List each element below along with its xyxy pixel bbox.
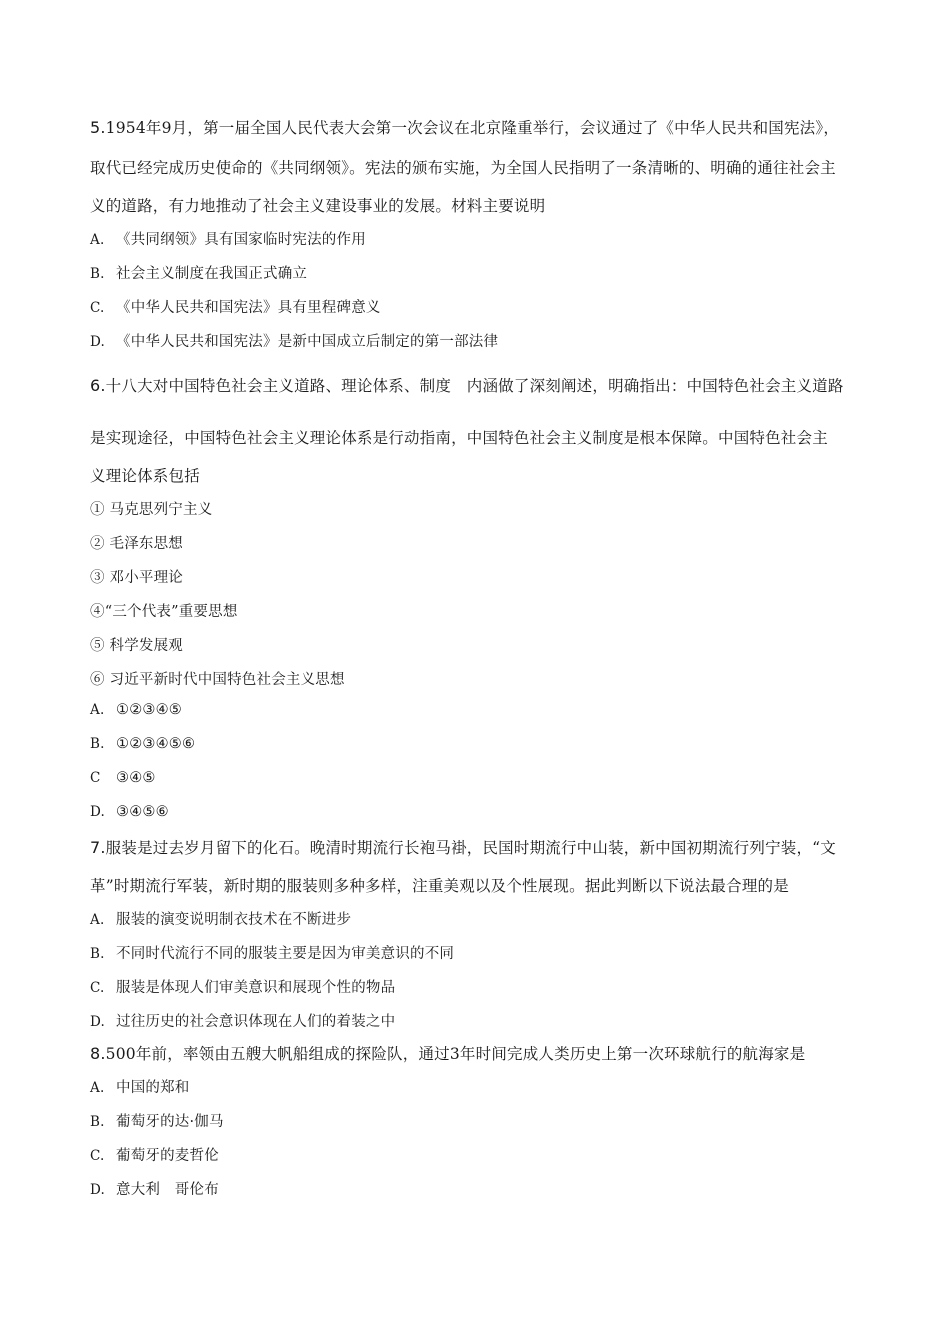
q7-option-c: C. 服装是体现人们审美意识和展现个性的物品 bbox=[90, 980, 396, 996]
q6-item-2: ② 毛泽东思想 bbox=[90, 536, 184, 552]
q5-option-d: D. 《中华人民共和国宪法》是新中国成立后制定的第一部法律 bbox=[90, 334, 499, 350]
q5-number: 5. bbox=[90, 118, 106, 137]
q6-option-d: D. ③④⑤⑥ bbox=[90, 804, 169, 820]
q6-option-b: B. ①②③④⑤⑥ bbox=[90, 736, 196, 752]
q5-stem-line-3: 义的道路，有力地推动了社会主义建设事业的发展。材料主要说明 bbox=[90, 197, 546, 215]
q6-item-3: ③ 邓小平理论 bbox=[90, 570, 184, 586]
q6-stem-line-1: 6.十八大对中国特色社会主义道路、理论体系、制度 内涵做了深刻阐述，明确指出：中国特色社会主义道路 bbox=[90, 376, 844, 395]
q5-option-b: B. 社会主义制度在我国正式确立 bbox=[90, 266, 308, 282]
q8-option-b: B. 葡萄牙的达·伽马 bbox=[90, 1114, 224, 1130]
q6-option-c: C ③④⑤ bbox=[90, 770, 156, 786]
q6-item-6: ⑥ 习近平新时代中国特色社会主义思想 bbox=[90, 672, 345, 688]
q7-option-d: D. 过往历史的社会意识体现在人们的着装之中 bbox=[90, 1014, 396, 1030]
q6-stem-line-3: 义理论体系包括 bbox=[90, 467, 200, 485]
q8-stem-line-1: 8.500年前，率领由五艘大帆船组成的探险队，通过3年时间完成人类历史上第一次环球航行的航海家是 bbox=[90, 1044, 806, 1063]
q6-item-4: ④“三个代表”重要思想 bbox=[90, 604, 238, 620]
q5-stem-line-1: 5.1954年9月，第一届全国人民代表大会第一次会议在北京隆重举行，会议通过了《中华人民共和国宪法》， bbox=[90, 118, 840, 137]
q7-option-b: B. 不同时代流行不同的服装主要是因为审美意识的不同 bbox=[90, 946, 455, 962]
q8-option-a: A. 中国的郑和 bbox=[90, 1080, 190, 1096]
q6-stem-line-2: 是实现途径，中国特色社会主义理论体系是行动指南，中国特色社会主义制度是根本保障。中国特色社会主 bbox=[90, 429, 828, 447]
q7-option-a: A. 服装的演变说明制衣技术在不断进步 bbox=[90, 912, 352, 928]
q6-number: 6. bbox=[90, 376, 106, 395]
q5-stem-line-2: 取代已经完成历史使命的《共同纲领》。宪法的颁布实施，为全国人民指明了一条清晰的、明确的通往社会主 bbox=[90, 159, 836, 177]
q5-option-a: A. 《共同纲领》具有国家临时宪法的作用 bbox=[90, 232, 366, 248]
q8-option-d: D. 意大利 哥伦布 bbox=[90, 1182, 219, 1198]
q7-stem-line-2: 革”时期流行军装，新时期的服装则多种多样，注重美观以及个性展现。据此判断以下说法最合理的是 bbox=[90, 877, 789, 895]
q8-number: 8. bbox=[90, 1044, 106, 1063]
q8-option-c: C. 葡萄牙的麦哲伦 bbox=[90, 1148, 219, 1164]
q7-number: 7. bbox=[90, 838, 106, 857]
q6-item-5: ⑤ 科学发展观 bbox=[90, 638, 184, 654]
q7-stem-line-1: 7.服装是过去岁月留下的化石。晚清时期流行长袍马褂，民国时期流行中山装，新中国初期流行列宁装，“文 bbox=[90, 838, 836, 857]
q6-item-1: ① 马克思列宁主义 bbox=[90, 502, 213, 518]
q6-option-a: A. ①②③④⑤ bbox=[90, 702, 182, 718]
q5-option-c: C. 《中华人民共和国宪法》具有里程碑意义 bbox=[90, 300, 381, 316]
